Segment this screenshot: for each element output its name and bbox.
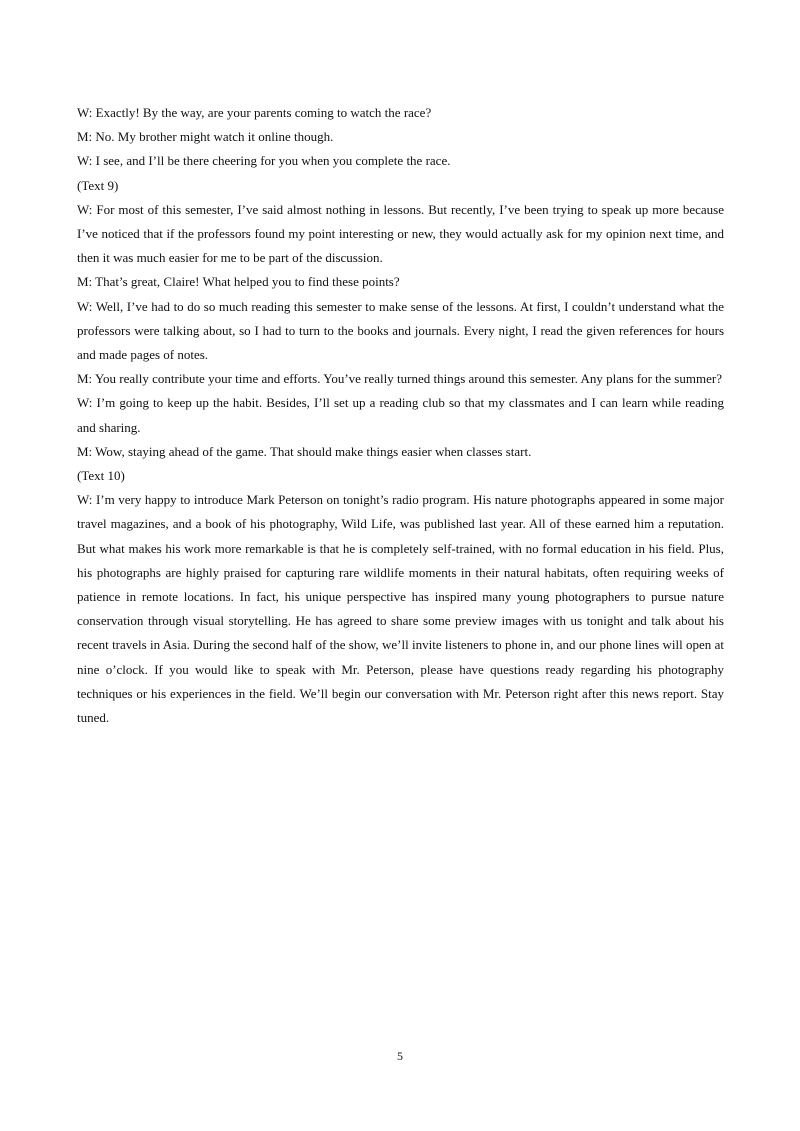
dialogue-line: W: Exactly! By the way, are your parents coming to watch the race? xyxy=(77,105,432,120)
section-heading: (Text 9) xyxy=(77,177,119,193)
page-number: 5 xyxy=(397,1049,403,1063)
monologue-paragraph: W: I’m very happy to introduce Mark Peterson on tonight’s radio program. His nature photographs appeared in some major travel magazines, and a book of his photography, Wild Life, was published last year. All of these earned him a reputation. But what makes his work more remarkable is that he is completely self-trained, with no formal education in his field. Plus, his photographs are highly praised for capturing rare wildlife moments in their natural habitats, often requiring weeks of patience in remote locations. In fact, his unique perspective has inspired many young photographers to pursue nature conservation through visual storytelling. He has agreed to share some preview images with us tonight and talk about his recent travels in Asia. During the second half of the show, we’ll invite listeners to phone in, and our phone lines will open at nine o’clock. If you would like to speak with Mr. Peterson, please have questions ready regarding his photography techniques or his experiences in the field. We’ll begin our conversation with Mr. Peterson right after this news report. Stay tuned. xyxy=(77,492,724,726)
dialogue-line: W: I see, and I’ll be there cheering for you when you complete the race. xyxy=(77,153,451,169)
dialogue-line: W: I’m going to keep up the habit. Besides, I’ll set up a reading club so that my classmates and I can learn while reading and sharing. xyxy=(77,395,724,435)
dialogue-line: M: You really contribute your time and efforts. You’ve really turned things around this semester. Any plans for the summer? xyxy=(77,371,722,387)
dialogue-line: M: Wow, staying ahead of the game. That should make things easier when classes start. xyxy=(77,443,532,459)
section-heading: (Text 10) xyxy=(77,468,125,484)
dialogue-line: M: No. My brother might watch it online though. xyxy=(77,129,334,145)
dialogue-line: M: That’s great, Claire! What helped you to find these points? xyxy=(77,274,400,290)
document-body xyxy=(77,101,724,730)
dialogue-line: W: Well, I’ve had to do so much reading this semester to make sense of the lessons. At first, I couldn’t understand what the professors were talking about, so I had to turn to the books and journals. Every night, I read the given references for hours and made pages of notes. xyxy=(77,298,724,363)
dialogue-line: W: For most of this semester, I’ve said almost nothing in lessons. But recently, I’ve been trying to speak up more because I’ve noticed that if the professors found my point interesting or new, they would actually ask for my opinion next time, and then it was much easier for me to be part of the discussion. xyxy=(77,201,724,266)
